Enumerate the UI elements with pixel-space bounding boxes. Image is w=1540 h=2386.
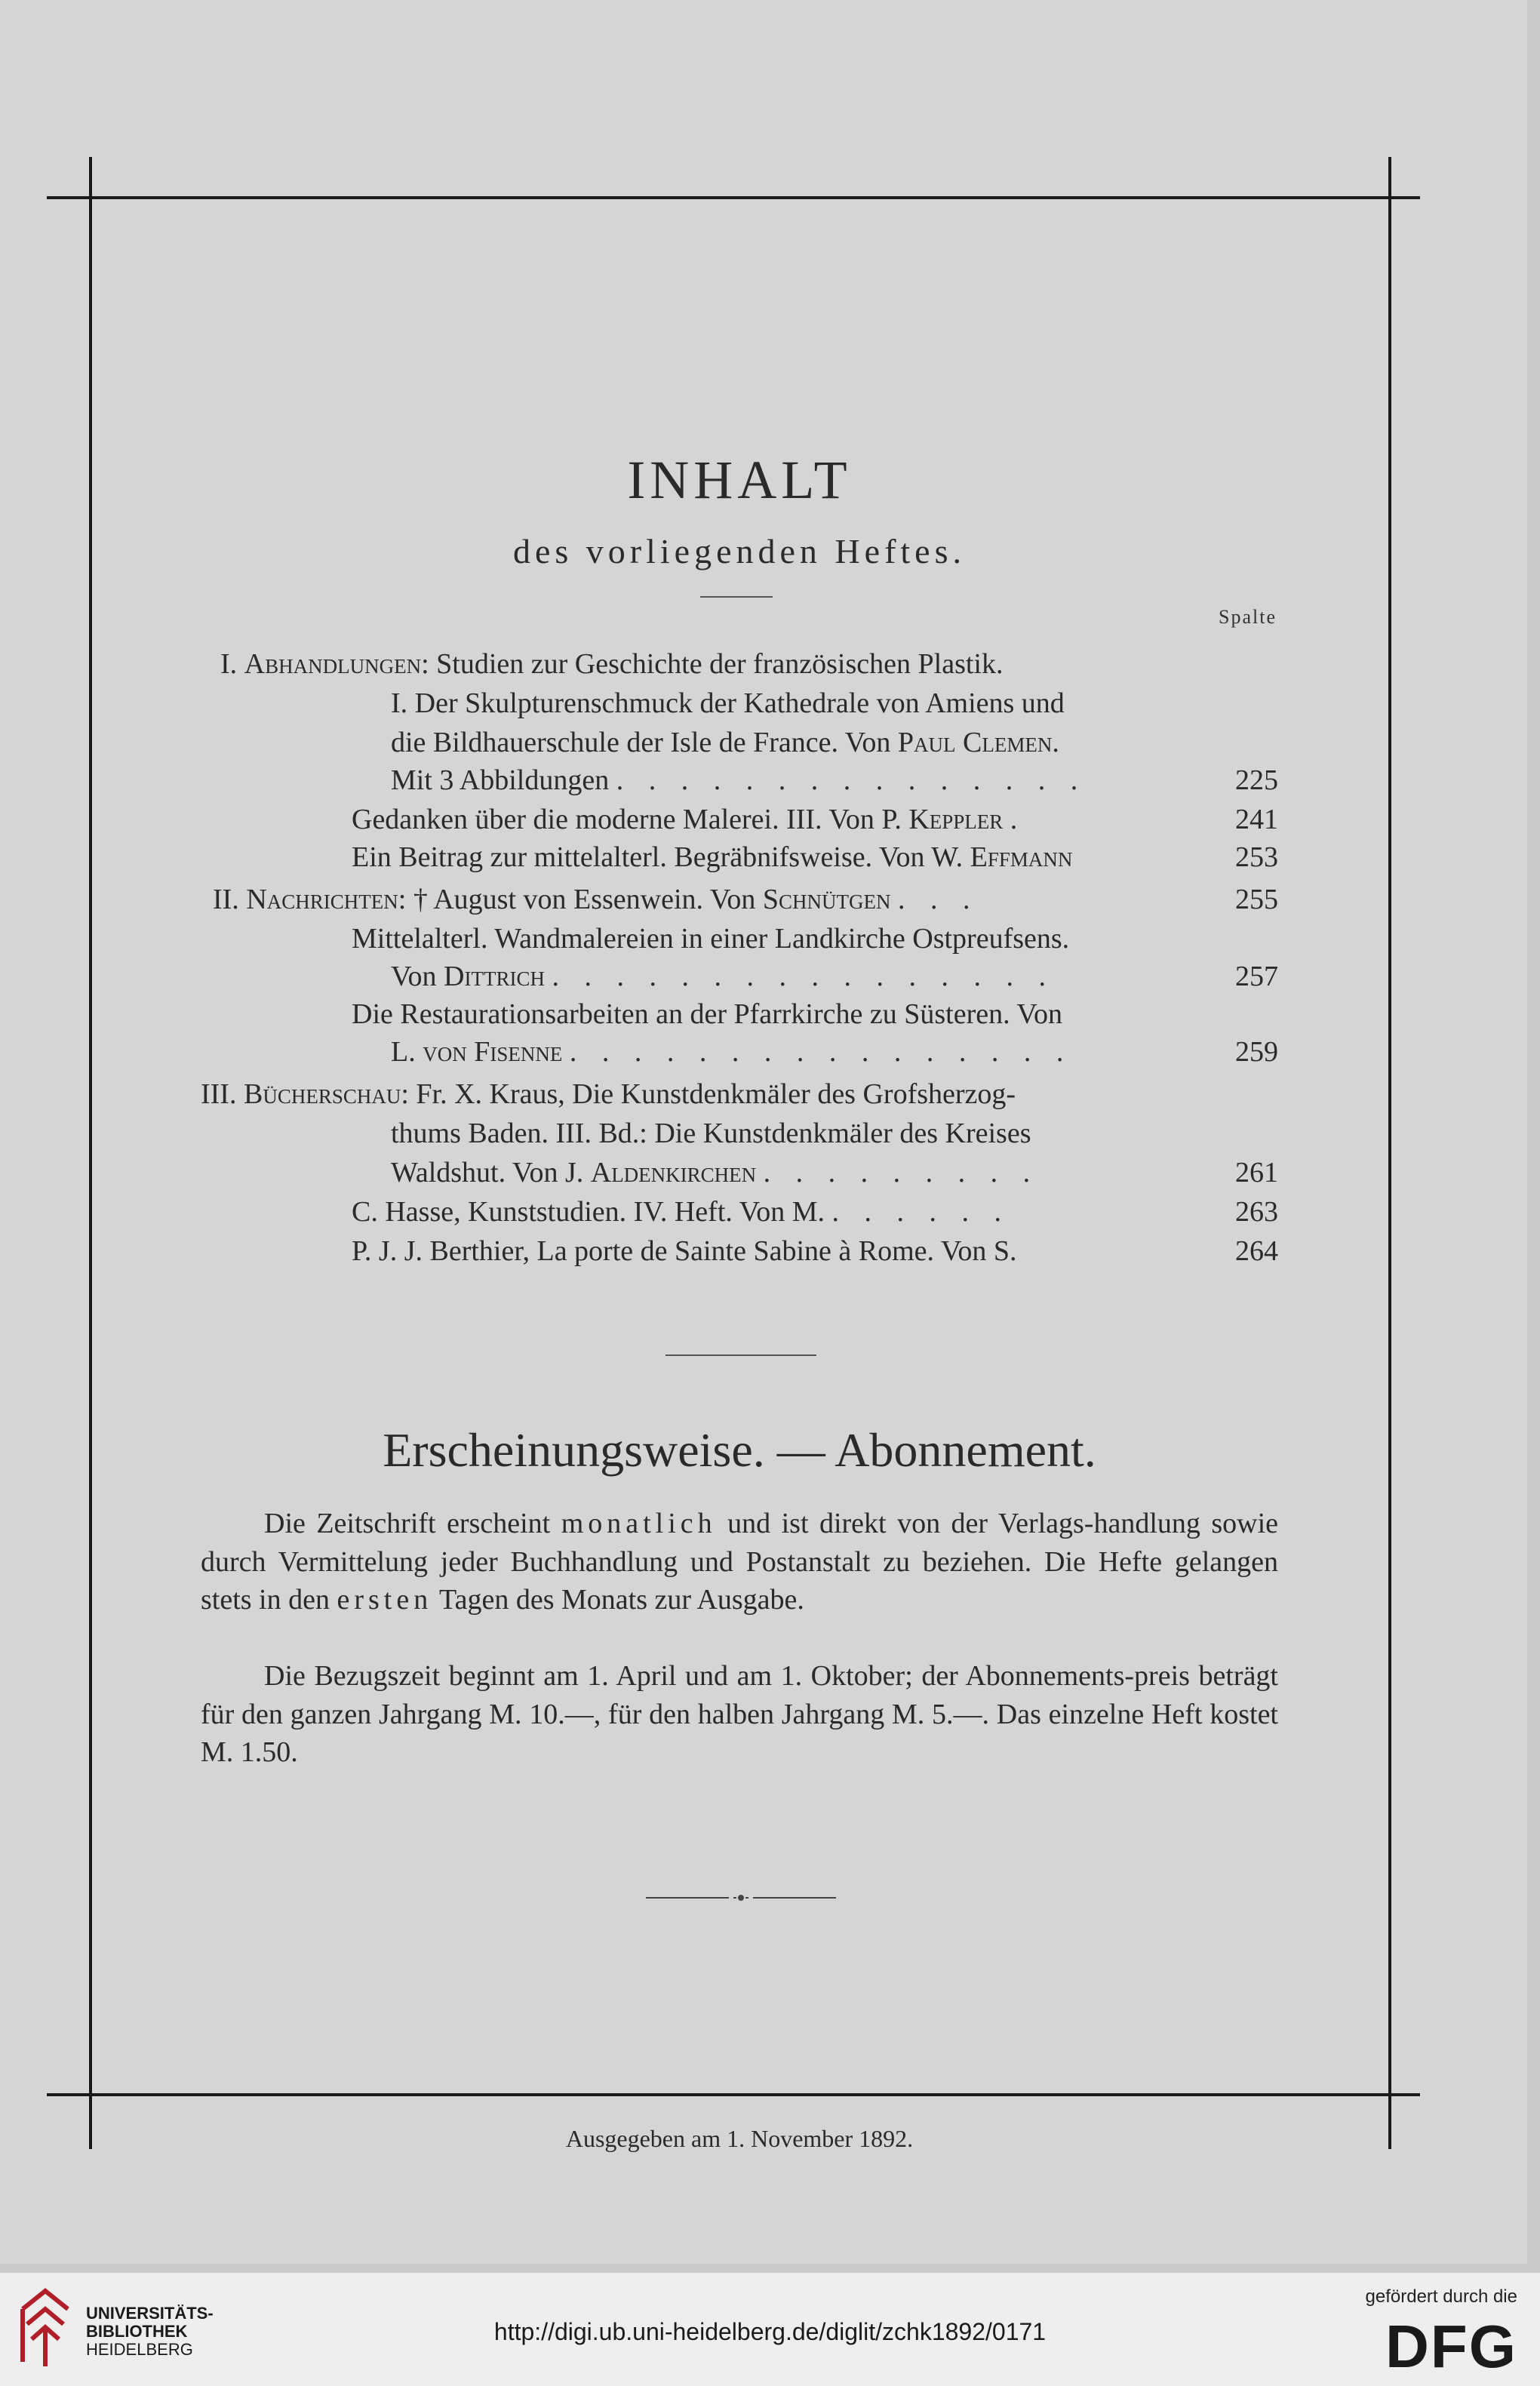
toc-section-1-heading (220, 647, 1003, 681)
toc-entry-255 (213, 883, 1278, 916)
section-number: II. (213, 884, 239, 915)
dfg-logo: DFG (1385, 2313, 1517, 2380)
section-name: Nachrichten: (246, 884, 407, 915)
toc-item-text: Von (391, 961, 437, 992)
toc-entry-261 (391, 1156, 1278, 1189)
leader-dots: . . . . . . . . . . . . . . . . (569, 1036, 1073, 1068)
permalink-url[interactable]: http://digi.ub.uni-heidelberg.de/diglit/zchk1892/0171 (493, 2318, 1047, 2345)
section-name: Bücherschau: (243, 1078, 409, 1110)
section-name: Abhandlungen: (244, 648, 429, 680)
toc-item-text: Fr. X. Kraus, Die Kunstdenkmäler des Grofsherzog- (416, 1078, 1016, 1110)
issue-date: Ausgegeben am 1. November 1892. (565, 2125, 914, 2152)
frame-rule-top (47, 196, 1420, 199)
subscription-heading: Erscheinungsweise. — Abonnement. (383, 1423, 1096, 1477)
contents-subtitle: des vorliegenden Heftes. (512, 532, 966, 570)
toc-item-text: Mit 3 Abbildungen (391, 764, 610, 796)
contents-title: INHALT (627, 450, 852, 510)
subscription-paragraph-1 (201, 1505, 1278, 1619)
toc-entry-225 (391, 764, 1278, 797)
section-number: III. (201, 1078, 237, 1110)
toc-item-text: Waldshut. Von J. (391, 1157, 584, 1188)
toc-page-number: 261 (1235, 1157, 1278, 1188)
toc-item-text: Gedanken über die moderne Malerei. III. Von P. (352, 804, 902, 835)
column-label: Spalte (1219, 606, 1277, 628)
library-line: BIBLIOTHEK (86, 2322, 188, 2341)
funder-note: gefördert durch die (1365, 2286, 1517, 2307)
emphasis-text: monatlich (561, 1508, 717, 1539)
title-divider (700, 596, 773, 598)
leader-dots: . . . . . . (831, 1196, 1011, 1228)
section-divider (665, 1354, 816, 1356)
subscription-paragraph-2: Die Bezugszeit beginnt am 1. April und am 1. Oktober; der Abonnements-preis beträgt für den ganzen Jahrgang M. 10.—, für den halben Jahrgang M. 5.—. Das einzelne Heft kostet M. 1.50. (201, 1660, 1278, 1768)
toc-page-number: 259 (1235, 1036, 1278, 1068)
toc-page-number: 264 (1235, 1235, 1278, 1267)
toc-item-text: C. Hasse, Kunststudien. IV. Heft. Von M. (352, 1196, 825, 1228)
leader-dots: . . . . . . . . . . . . . . . (616, 764, 1087, 796)
toc-item-line: thums Baden. III. Bd.: Die Kunstdenkmäler des Kreises (391, 1118, 1031, 1149)
para-text: und ist direkt von der Verlags-handlung sowie durch Vermittelung jeder Buchhandlung und Postanstalt zu beziehen. Die Hefte gelangen stets in den (201, 1508, 1279, 1616)
para-text: Tagen des Monats zur Ausgabe. (439, 1584, 804, 1616)
toc-item-line (391, 726, 1059, 759)
toc-item-text: P. J. J. Berthier, La porte de Sainte Sabine à Rome. Von S. (352, 1235, 1017, 1267)
toc-author: von Fisenne (423, 1036, 563, 1068)
toc-entry-253 (352, 841, 1278, 874)
toc-author: Dittrich (444, 961, 545, 992)
toc-author: Paul Clemen. (897, 727, 1059, 758)
toc-entry-263 (352, 1195, 1278, 1228)
toc-entry-259 (391, 1035, 1278, 1068)
toc-author: Schnütgen (762, 884, 891, 915)
toc-item-line: I. Der Skulpturenschmuck der Kathedrale von Amiens und (391, 687, 1065, 719)
leader-dots: . . . . . . . . . . . . . . . . (552, 961, 1055, 992)
frame-rule-bottom (47, 2093, 1420, 2096)
toc-page-number: 257 (1235, 961, 1278, 992)
toc-entry-264 (352, 1235, 1278, 1268)
ornament-divider (646, 1894, 836, 1902)
toc-item-line: Die Restaurationsarbeiten an der Pfarrkirche zu Süsteren. Von (352, 998, 1062, 1030)
section-number: I. (220, 648, 238, 680)
footer-bar (0, 2273, 1540, 2386)
toc-author: Aldenkirchen (590, 1157, 757, 1188)
toc-page-number: 241 (1235, 804, 1278, 835)
library-line: HEIDELBERG (86, 2340, 193, 2359)
leader-dots: . . . . . . . . . (763, 1157, 1040, 1188)
toc-author: Keppler (908, 804, 1004, 835)
toc-item-text: L. (391, 1036, 416, 1068)
toc-item-text: die Bildhauerschule der Isle de France. Von (391, 727, 891, 758)
toc-page-number: 255 (1235, 884, 1278, 915)
toc-entry-257 (391, 960, 1278, 993)
toc-item-line: Mittelalterl. Wandmalereien in einer Landkirche Ostpreufsens. (352, 923, 1070, 955)
toc-section-3-heading (201, 1078, 1016, 1111)
toc-page-number: 225 (1235, 764, 1278, 796)
toc-entry-241: Gedanken über die moderne Malerei. III. Von P. Keppler . 241 (352, 804, 1278, 835)
para-text: Die Zeitschrift erscheint (264, 1508, 551, 1539)
toc-page-number: 263 (1235, 1196, 1278, 1228)
leader-dots: . . . (898, 884, 979, 915)
toc-item-text: Studien zur Geschichte der französischen Plastik. (436, 648, 1004, 680)
toc-item-text: Ein Beitrag zur mittelalterl. Begräbnifsweise. Von W. (352, 841, 964, 873)
toc-page-number: 253 (1235, 841, 1278, 873)
emphasis-text: ersten (337, 1584, 433, 1616)
toc-item-text: † August von Essenwein. Von (413, 884, 756, 915)
toc-author: Effmann (970, 841, 1073, 873)
library-line: UNIVERSITÄTS- (86, 2304, 214, 2323)
